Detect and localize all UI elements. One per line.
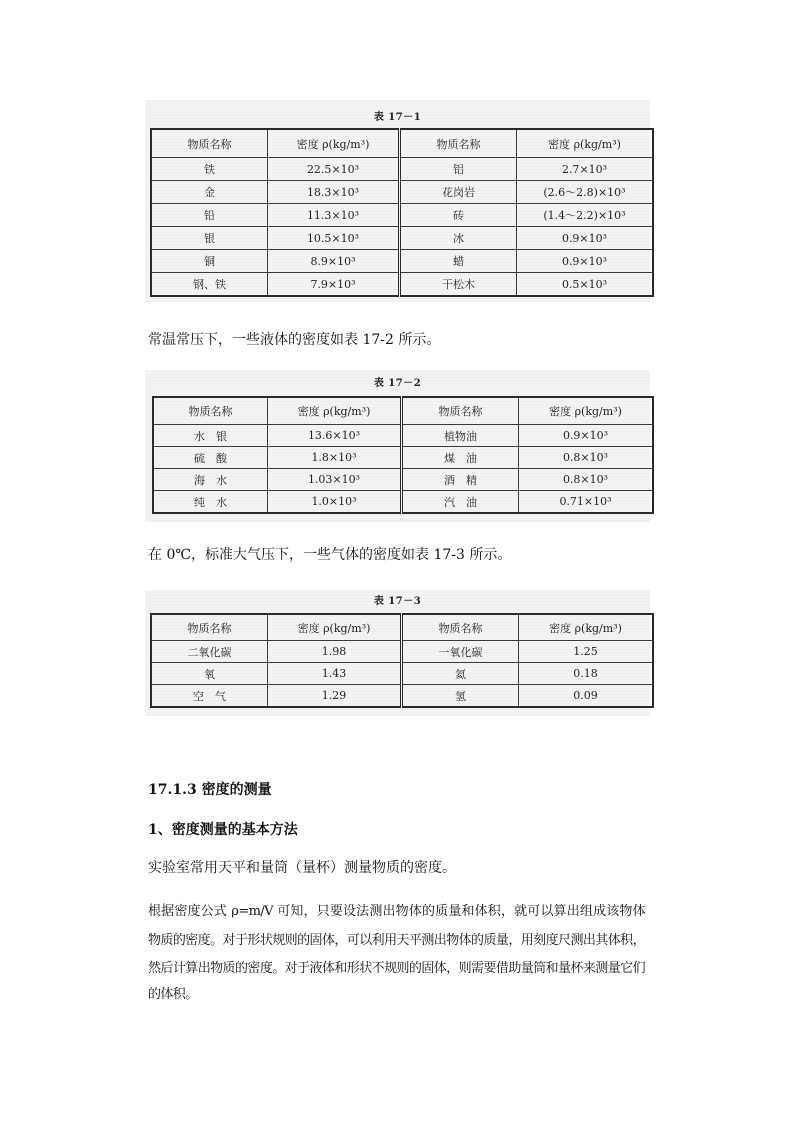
table-caption: 表 17－2: [373, 378, 422, 389]
substance-name-cell: 纯 水: [153, 491, 268, 514]
table-caption: 表 17－1: [373, 112, 422, 123]
table-scan-solids: [145, 100, 650, 302]
substance-name-cell: 钢、铁: [151, 273, 268, 297]
table-row: [153, 425, 653, 447]
table-row: [151, 250, 653, 273]
density-value-cell: 8.9×10³: [268, 250, 400, 273]
density-value-cell: 0.9×10³: [517, 227, 654, 250]
substance-name-cell: 硫 酸: [153, 447, 268, 469]
table-header-cell: 物质名称: [151, 614, 268, 641]
substance-name-cell: 冰: [400, 227, 517, 250]
liquids-intro-text: 常温常压下，一些液体的密度如表 17-2 所示。: [148, 332, 441, 348]
density-value-cell: 0.09: [519, 685, 654, 708]
paragraph-line: 的体积。: [148, 987, 198, 1002]
density-value-cell: 13.6×10³: [268, 425, 402, 447]
table-header-cell: 密度 ρ(kg/m³): [268, 614, 402, 641]
substance-name-cell: 水 银: [153, 425, 268, 447]
substance-name-cell: 砖: [400, 204, 517, 227]
density-value-cell: 1.8×10³: [268, 447, 402, 469]
substance-name-cell: 汽 油: [402, 491, 519, 514]
substance-name-cell: 空 气: [151, 685, 268, 708]
table-row: [151, 273, 653, 297]
substance-name-cell: 银: [151, 227, 268, 250]
density-value-cell: 11.3×10³: [268, 204, 400, 227]
substance-name-cell: 蜡: [400, 250, 517, 273]
density-value-cell: 1.03×10³: [268, 469, 402, 491]
table-head: [151, 614, 653, 641]
table-header-row: [151, 129, 653, 158]
substance-name-cell: 铝: [400, 158, 517, 181]
table-header-cell: 密度 ρ(kg/m³): [517, 129, 654, 158]
density-value-cell: 0.8×10³: [519, 469, 654, 491]
table-header-cell: 物质名称: [402, 614, 519, 641]
density-value-cell: 1.98: [268, 641, 402, 663]
table-body: [151, 158, 653, 297]
table-row: [151, 227, 653, 250]
table-header-cell: 密度 ρ(kg/m³): [268, 397, 402, 425]
density-value-cell: 22.5×10³: [268, 158, 400, 181]
density-value-cell: 1.0×10³: [268, 491, 402, 514]
paragraph-line: 然后计算出物质的密度。对于液体和形状不规则的固体，则需要借助量筒和量杯来测量它们: [148, 961, 645, 976]
density-value-cell: 0.18: [519, 663, 654, 685]
table-row: [151, 641, 653, 663]
table-caption: 表 17－3: [373, 596, 422, 607]
substance-name-cell: 铁: [151, 158, 268, 181]
density-value-cell: 2.7×10³: [517, 158, 654, 181]
density-value-cell: 0.9×10³: [519, 425, 654, 447]
table-scan-liquids: [145, 370, 650, 522]
density-table-liquids: [152, 396, 654, 514]
substance-name-cell: 金: [151, 181, 268, 204]
density-value-cell: 1.29: [268, 685, 402, 708]
density-value-cell: 1.43: [268, 663, 402, 685]
table-row: [153, 447, 653, 469]
table-head: [151, 129, 653, 158]
table-header-row: [153, 397, 653, 425]
substance-name-cell: 二氧化碳: [151, 641, 268, 663]
table-row: [151, 685, 653, 708]
density-table-solids: [150, 128, 654, 297]
table-header-cell: 物质名称: [153, 397, 268, 425]
substance-name-cell: 海 水: [153, 469, 268, 491]
subsection-heading: 1、密度测量的基本方法: [148, 822, 298, 838]
density-value-cell: 7.9×10³: [268, 273, 400, 297]
table-body: [151, 641, 653, 708]
table-header-cell: 密度 ρ(kg/m³): [519, 614, 654, 641]
substance-name-cell: 氢: [402, 685, 519, 708]
table-header-row: [151, 614, 653, 641]
substance-name-cell: 氦: [402, 663, 519, 685]
density-value-cell: 0.8×10³: [519, 447, 654, 469]
substance-name-cell: 铜: [151, 250, 268, 273]
table-scan-gases: [145, 590, 650, 716]
density-table-gases: [150, 613, 654, 708]
substance-name-cell: 植物油: [402, 425, 519, 447]
table-header-cell: 物质名称: [151, 129, 268, 158]
density-value-cell: (2.6～2.8)×10³: [517, 181, 654, 204]
density-value-cell: (1.4～2.2)×10³: [517, 204, 654, 227]
substance-name-cell: 花岗岩: [400, 181, 517, 204]
lab-sentence: 实验室常用天平和量筒（量杯）测量物质的密度。: [148, 860, 456, 876]
substance-name-cell: 干松木: [400, 273, 517, 297]
table-row: [153, 491, 653, 514]
table-row: [151, 158, 653, 181]
table-header-cell: 密度 ρ(kg/m³): [519, 397, 654, 425]
table-header-cell: 物质名称: [400, 129, 517, 158]
density-value-cell: 10.5×10³: [268, 227, 400, 250]
table-row: [151, 663, 653, 685]
paragraph-line: 物质的密度。对于形状规则的固体，可以利用天平测出物体的质量，用刻度尺测出其体积，: [148, 933, 645, 948]
density-value-cell: 0.5×10³: [517, 273, 654, 297]
table-row: [151, 204, 653, 227]
table-header-cell: 物质名称: [402, 397, 519, 425]
paragraph-line: 根据密度公式 ρ=m/V 可知，只要设法测出物体的质量和体积，就可以算出组成该物体: [148, 904, 645, 919]
density-value-cell: 0.71×10³: [519, 491, 654, 514]
density-value-cell: 18.3×10³: [268, 181, 400, 204]
substance-name-cell: 氧: [151, 663, 268, 685]
table-row: [153, 469, 653, 491]
density-value-cell: 1.25: [519, 641, 654, 663]
substance-name-cell: 铅: [151, 204, 268, 227]
gases-intro-text: 在 0℃，标准大气压下，一些气体的密度如表 17-3 所示。: [148, 547, 512, 563]
table-head: [153, 397, 653, 425]
table-row: [151, 181, 653, 204]
substance-name-cell: 一氧化碳: [402, 641, 519, 663]
density-value-cell: 0.9×10³: [517, 250, 654, 273]
table-header-cell: 密度 ρ(kg/m³): [268, 129, 400, 158]
substance-name-cell: 酒 精: [402, 469, 519, 491]
substance-name-cell: 煤 油: [402, 447, 519, 469]
table-body: [153, 425, 653, 514]
section-heading: 17.1.3 密度的测量: [148, 782, 272, 798]
